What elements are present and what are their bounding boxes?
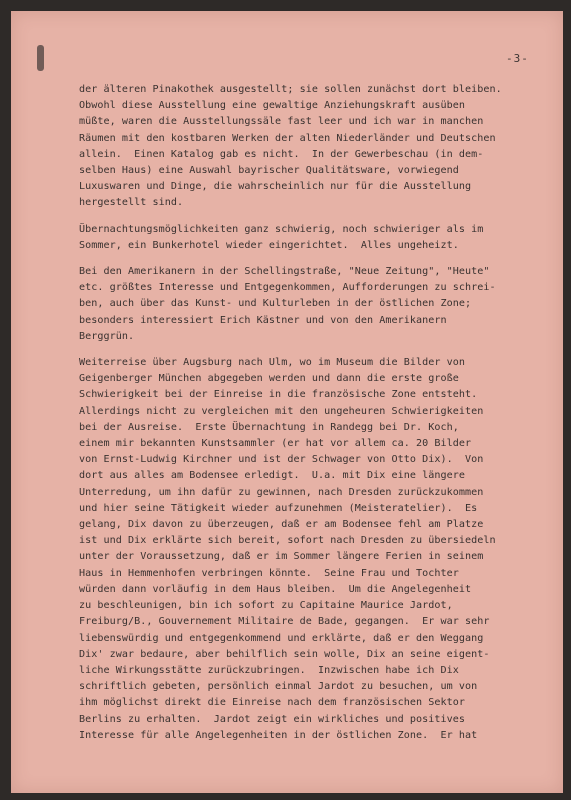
- body-text: [79, 82, 555, 754]
- page-number: -3-: [506, 52, 529, 65]
- text-line: Räumen mit den kostbaren Werken der alten Niederländer und Deutschen: [79, 132, 496, 144]
- text-line: Übernachtungsmöglichkeiten ganz schwierig, noch schwieriger als im: [79, 223, 484, 235]
- text-line: Geigenberger München abgegeben werden und dann die erste große: [79, 373, 459, 385]
- paragraph: [79, 355, 555, 744]
- text-line: Haus in Hemmenhofen verbringen könnte. Seine Frau und Tochter: [79, 567, 459, 579]
- text-line: ben, auch über das Kunst- und Kulturleben in der östlichen Zone;: [79, 298, 472, 310]
- text-line: Weiterreise über Augsburg nach Ulm, wo im Museum die Bilder von: [79, 357, 465, 369]
- text-line: würden dann vorläufig in dem Haus bleiben. Um die Angelegenheit: [79, 583, 472, 595]
- text-line: allein. Einen Katalog gab es nicht. In der Gewerbeschau (in dem-: [79, 148, 484, 160]
- text-line: einem mir bekannten Kunstsammler (er hat vor allem ca. 20 Bilder: [79, 438, 472, 450]
- text-line: zu beschleunigen, bin ich sofort zu Capitaine Maurice Jardot,: [79, 600, 453, 612]
- text-line: gelang, Dix davon zu überzeugen, daß er am Bodensee fehl am Platze: [79, 519, 484, 531]
- text-line: ihm möglichst direkt die Einreise nach dem französischen Sektor: [79, 697, 465, 709]
- text-line: Obwohl diese Ausstellung eine gewaltige Anziehungskraft ausüben: [79, 100, 465, 112]
- text-line: Allerdings nicht zu vergleichen mit den ungeheuren Schwierigkeiten: [79, 405, 484, 417]
- paragraph: [79, 82, 555, 212]
- text-line: Berlins zu erhalten. Jardot zeigt ein wirkliches und positives: [79, 713, 465, 725]
- text-line: schriftlich gebeten, persönlich einmal Jardot zu besuchen, um von: [79, 681, 478, 693]
- hole-punch-mark: [37, 45, 44, 71]
- text-line: besonders interessiert Erich Kästner und von den Amerikanern: [79, 314, 447, 326]
- text-line: Sommer, ein Bunkerhotel wieder eingerichtet. Alles ungeheizt.: [79, 239, 459, 251]
- text-line: unter der Voraussetzung, daß er im Sommer längere Ferien in seinem: [79, 551, 484, 563]
- text-line: liebenswürdig und entgegenkommend und erklärte, daß er den Weggang: [79, 632, 484, 644]
- text-line: Unterredung, um ihn dafür zu gewinnen, nach Dresden zurückzukommen: [79, 486, 484, 498]
- typewritten-page: [11, 11, 563, 793]
- text-line: liche Wirkungsstätte zurückzubringen. Inzwischen habe ich Dix: [79, 664, 459, 676]
- text-line: Berggrün.: [79, 330, 135, 342]
- text-line: der älteren Pinakothek ausgestellt; sie sollen zunächst dort bleiben.: [79, 84, 502, 95]
- text-line: Freiburg/B., Gouvernement Militaire de Bade, gegangen. Er war sehr: [79, 616, 490, 628]
- text-line: etc. größtes Interesse und Entgegenkommen, Aufforderungen zu schrei-: [79, 282, 496, 294]
- text-line: Schwierigkeit bei der Einreise in die französische Zone entsteht.: [79, 389, 478, 401]
- text-line: ist und Dix erklärte sich bereit, sofort nach Dresden zu übersiedeln: [79, 535, 496, 547]
- text-line: Luxuswaren und Dinge, die wahrscheinlich nur für die Ausstellung: [79, 181, 472, 193]
- text-line: müßte, waren die Ausstellungssäle fast leer und ich war in manchen: [79, 116, 484, 128]
- text-line: bei der Ausreise. Erste Übernachtung in Randegg bei Dr. Koch,: [79, 421, 459, 433]
- text-line: selben Haus) eine Auswahl bayrischer Qualitätsware, vorwiegend: [79, 165, 459, 177]
- text-line: Bei den Amerikanern in der Schellingstraße, "Neue Zeitung", "Heute": [79, 266, 490, 278]
- text-line: von Ernst-Ludwig Kirchner und ist der Schwager von Otto Dix). Von: [79, 454, 484, 466]
- text-line: und hier seine Tätigkeit wieder aufzunehmen (Meisteratelier). Es: [79, 502, 478, 514]
- text-line: dort aus alles am Bodensee erledigt. U.a. mit Dix eine längere: [79, 470, 465, 482]
- text-line: hergestellt sind.: [79, 197, 184, 209]
- paragraph: [79, 264, 555, 345]
- text-line: Interesse für alle Angelegenheiten in der östlichen Zone. Er hat: [79, 729, 478, 741]
- text-line: Dix' zwar bedaure, aber behilflich sein wolle, Dix an seine eigent-: [79, 648, 490, 660]
- paragraph: [79, 222, 555, 254]
